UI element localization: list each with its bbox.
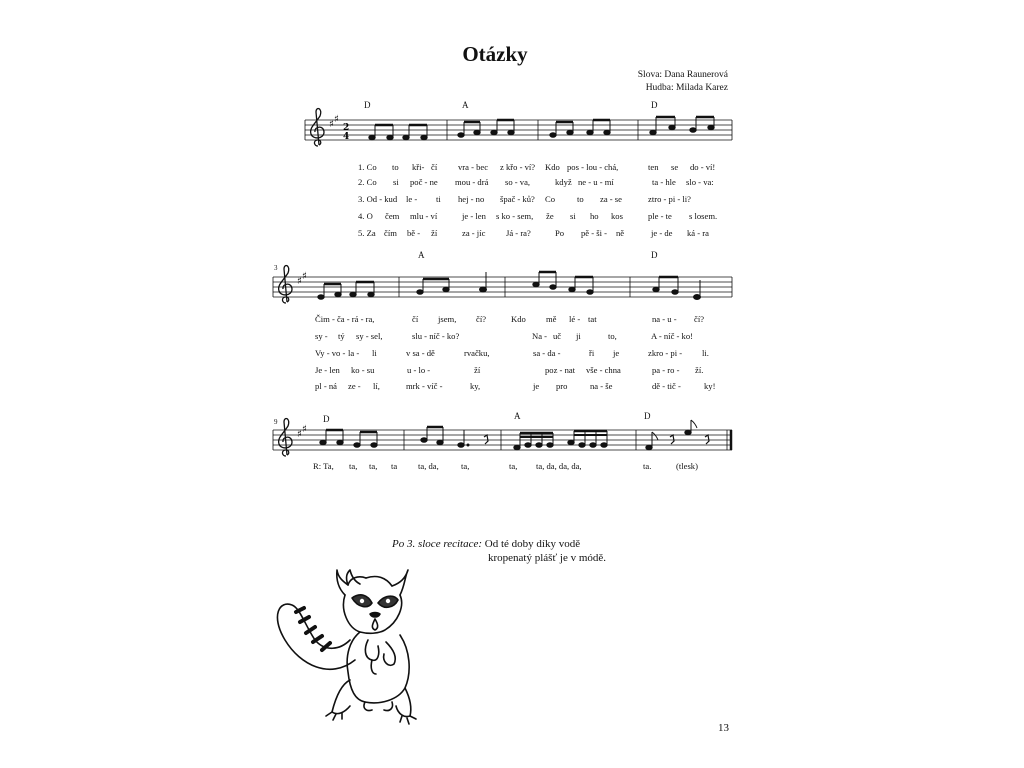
lyric-syllable: za - jíc <box>462 228 486 238</box>
lyric-syllable: špač - ků? <box>500 194 535 204</box>
lyric-syllable: ten <box>648 162 659 172</box>
lyric-syllable: tý <box>338 331 345 341</box>
chord-symbol: D <box>364 100 371 110</box>
lyric-syllable: la - <box>348 348 360 358</box>
recitation-line-2: kropenatý plášť je v módě. <box>488 552 607 564</box>
lyric-syllable: je <box>533 381 540 391</box>
lyric-syllable: ky! <box>704 381 716 391</box>
chord-symbol: D <box>323 414 330 424</box>
lyric-syllable: ho <box>590 211 599 221</box>
lyric-syllable: ta, <box>509 461 518 471</box>
lyric-syllable: kos <box>611 211 623 221</box>
lyric-syllable: ta. <box>643 461 652 471</box>
lyric-syllable: uč <box>553 331 562 341</box>
composer-credit: Hudba: Milada Karez <box>645 83 728 93</box>
lyric-syllable: pl - ná <box>315 381 337 391</box>
lyric-syllable: ta, <box>349 461 358 471</box>
lyric-syllable: pě - ši - <box>581 228 608 238</box>
lyric-syllable: ple - te <box>648 211 672 221</box>
lyric-syllable: bě - <box>407 228 421 238</box>
lyric-syllable: 5. Za <box>358 228 376 238</box>
lyric-syllable: sy - <box>315 331 328 341</box>
lyric-syllable: ztro - pi - li? <box>648 194 691 204</box>
lyric-syllable: ta <box>391 461 398 471</box>
lyric-syllable: R: Ta, <box>313 461 334 471</box>
lyric-syllable: v sa - dě <box>406 348 435 358</box>
lyric-syllable: Na - <box>532 331 548 341</box>
lyric-syllable: li. <box>702 348 709 358</box>
lyric-syllable: rvačku, <box>464 348 490 358</box>
lyric-syllable: ta, da, da, da, <box>536 461 582 471</box>
lyric-syllable: ji <box>576 331 581 341</box>
recitation-line-1 <box>392 538 580 550</box>
lyric-syllable: mlu - ví <box>410 211 438 221</box>
lyric-syllable: že <box>546 211 554 221</box>
lyric-syllable: u - lo - <box>407 365 431 375</box>
lyric-syllable: ta - hle <box>652 177 676 187</box>
lyric-syllable: Čim - ča - rá - ra, <box>315 314 375 324</box>
lyric-syllable: ží <box>474 365 481 375</box>
lyric-syllable: le - <box>406 194 418 204</box>
lyric-syllable: poz - nat <box>545 365 576 375</box>
lyric-syllable: Vy - vo - <box>315 348 346 358</box>
lyric-syllable: ze - <box>348 381 361 391</box>
lyric-syllable: pa - ro - <box>652 365 680 375</box>
treble-clef-icon <box>311 109 324 146</box>
lyric-syllable: je <box>613 348 620 358</box>
lyric-syllable: z křo - ví? <box>500 162 536 172</box>
lyric-syllable: na - še <box>590 381 613 391</box>
lyric-syllable: slu - níč - ko? <box>412 331 460 341</box>
lyric-syllable: je - de <box>651 228 673 238</box>
lyric-syllable: Je - len <box>315 365 340 375</box>
measure-number: 9 <box>274 418 278 426</box>
lyric-syllable: na - u - <box>652 314 677 324</box>
lyric-syllable: lé - <box>569 314 581 324</box>
lyric-syllable: 3. Od - kud <box>358 194 398 204</box>
recitation-text: Od té doby díky vodě <box>484 538 581 550</box>
lyric-syllable: Kdo <box>545 162 560 172</box>
raccoon-illustration <box>277 570 416 724</box>
lyric-syllable: když <box>555 177 572 187</box>
lyricist-credit: Slova: Dana Raunerová <box>637 70 728 80</box>
lyric-syllable: A - níč - ko! <box>651 331 694 341</box>
svg-text:2: 2 <box>343 123 350 133</box>
lyric-syllable: Já - ra? <box>506 228 531 238</box>
lyric-syllable: za - se <box>600 194 622 204</box>
lyric-syllable: si <box>393 177 399 187</box>
lyric-syllable: čí? <box>476 314 487 324</box>
lyric-syllable: ne - u - mí <box>578 177 614 187</box>
lyric-syllable: Co <box>545 194 556 204</box>
page-number: 13 <box>718 722 729 734</box>
lyric-syllable: 2. Co <box>358 177 377 187</box>
svg-text:4: 4 <box>343 132 350 142</box>
measure-number: 3 <box>274 264 278 272</box>
lyric-syllable: pos - lou - chá, <box>567 162 619 172</box>
chord-symbol: D <box>651 250 658 260</box>
lyric-syllable: s ko - sem, <box>496 211 534 221</box>
lyric-syllable: mrk - víč - <box>406 381 443 391</box>
lyric-syllable: so - va, <box>505 177 531 187</box>
lyric-syllable: čí <box>431 162 438 172</box>
lyric-syllable: sy - sel, <box>356 331 383 341</box>
lyric-syllable: ta, <box>369 461 378 471</box>
lyric-syllable: vra - bec <box>458 162 489 172</box>
lyric-syllable: ta, da, <box>418 461 439 471</box>
lyric-syllable: ká - ra <box>687 228 709 238</box>
lyric-syllable: ně <box>616 228 625 238</box>
lyric-syllable: je - len <box>462 211 486 221</box>
lyric-syllable: zkro - pi - <box>648 348 683 358</box>
lyric-syllable: čím <box>384 228 397 238</box>
lyric-syllable: do - ví! <box>690 162 716 172</box>
lyric-syllable: poč - ne <box>410 177 438 187</box>
svg-text:♯: ♯ <box>297 276 302 287</box>
sharp-icon: ♯ <box>329 119 334 130</box>
lyric-syllable: si <box>570 211 576 221</box>
lyric-syllable: tat <box>588 314 597 324</box>
lyric-syllable: dě - tič - <box>652 381 681 391</box>
lyric-syllable: ží <box>431 228 438 238</box>
lyric-syllable: čí? <box>694 314 705 324</box>
lyric-syllable: 1. Co <box>358 162 377 172</box>
svg-text:♯: ♯ <box>297 429 302 440</box>
lyric-syllable: (tlesk) <box>676 461 698 471</box>
lyric-syllable: lí, <box>373 381 380 391</box>
recitation-label: Po 3. sloce recitace: <box>392 538 482 550</box>
lyric-syllable: sa - da - <box>533 348 561 358</box>
lyric-syllable: vše - chna <box>586 365 621 375</box>
lyric-syllable: čem <box>385 211 400 221</box>
lyric-syllable: 4. O <box>358 211 373 221</box>
chord-symbol: D <box>651 100 658 110</box>
svg-text:♯: ♯ <box>302 424 307 435</box>
chord-symbol: A <box>462 100 469 110</box>
lyric-syllable: li <box>372 348 377 358</box>
lyric-syllable: mě <box>546 314 557 324</box>
lyric-syllable: ží. <box>695 365 704 375</box>
lyric-syllable: pro <box>556 381 568 391</box>
sharp-icon: ♯ <box>334 114 339 125</box>
lyric-syllable: to, <box>608 331 617 341</box>
lyric-syllable: s losem. <box>689 211 718 221</box>
lyric-syllable: to <box>392 162 399 172</box>
chord-symbol: A <box>514 411 521 421</box>
lyric-syllable: jsem, <box>438 314 457 324</box>
lyric-syllable: ti <box>436 194 441 204</box>
chord-symbol: D <box>644 411 651 421</box>
lyric-syllable: čí <box>412 314 419 324</box>
chord-symbol: A <box>418 250 425 260</box>
lyric-syllable: ko - su <box>351 365 375 375</box>
svg-text:♯: ♯ <box>302 271 307 282</box>
lyric-syllable: se <box>671 162 679 172</box>
lyric-syllable: ta, <box>461 461 470 471</box>
lyric-syllable: Po <box>555 228 565 238</box>
lyric-syllable: ři <box>589 348 595 358</box>
lyric-syllable: hej - no <box>458 194 485 204</box>
lyric-syllable: mou - drá <box>455 177 489 187</box>
lyric-syllable: to <box>577 194 584 204</box>
lyric-syllable: slo - va: <box>686 177 714 187</box>
lyric-syllable: ky, <box>470 381 481 391</box>
lyric-syllable: Kdo <box>511 314 526 324</box>
lyric-syllable: kři- <box>412 162 425 172</box>
page-title: Otázky <box>462 42 528 66</box>
